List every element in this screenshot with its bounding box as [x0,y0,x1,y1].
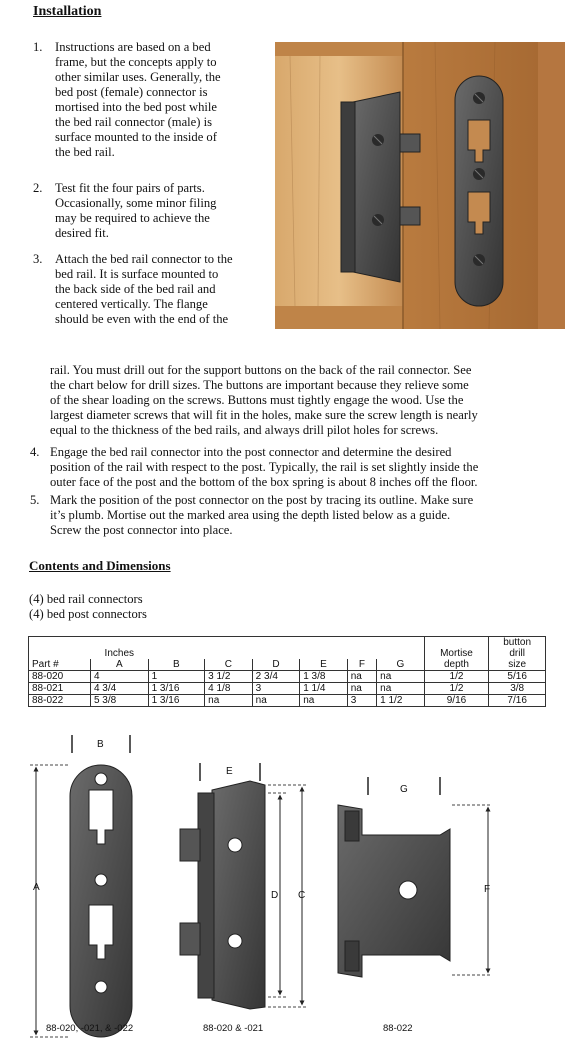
table-cell: 3 [252,683,300,695]
text-line: Occasionally, some minor filing [55,196,217,210]
text-line: the chart below for drill sizes. The buttons are important because they relieve some [50,378,469,392]
rail-connector-drawing [180,763,306,1009]
item-number: 1. [33,40,43,54]
text-line: should be even with the end of the [55,312,229,326]
text-line: Attach the bed rail connector to the [55,252,233,266]
table-cell: na [347,683,376,695]
contents-heading: Contents and Dimensions [29,558,171,573]
header-cell [205,637,253,649]
header-cell: G [377,659,425,671]
table-row [29,695,546,707]
text-line: the bed rail connector (male) is [55,115,213,129]
contents-list [29,592,147,622]
table-cell: 1 3/16 [148,683,205,695]
header-cell [29,637,91,649]
item-number: 4. [30,445,40,459]
text-line: bed rail. It is surface mounted to [55,267,219,281]
header-cell: Mortise [424,648,489,659]
table-cell: na [300,695,348,707]
table-cell: 5 3/8 [90,695,148,707]
dimensions-table [28,636,546,707]
post-connector [455,76,503,306]
header-cell: button [489,637,546,649]
table-cell: 3/8 [489,683,546,695]
header-cell [148,637,205,649]
header-cell [252,637,300,649]
hardware-photo [275,42,565,329]
table-cell: 3 [347,695,376,707]
caption-88-022: 88-022 [383,1023,413,1034]
dim-label-b: B [97,739,104,750]
text-line: rail. You must drill out for the support buttons on the back of the rail connector. See [50,363,472,377]
header-cell: C [205,659,253,671]
header-cell: drill [489,648,546,659]
header-cell: D [252,659,300,671]
table-row [29,683,546,695]
table-cell: 1 1/2 [377,695,425,707]
list-item: (4) bed rail connectors [29,592,143,606]
text-line: outer face of the post and the bottom of the box spring is about 8 inches off the floor. [50,475,478,489]
caption-rail-connector: 88-020 & -021 [203,1023,264,1034]
table-cell: 88-022 [29,695,91,707]
list-item-5 [30,493,565,538]
dim-label-f: F [484,884,491,895]
text-line: the bed rail. [55,145,115,159]
table-cell: na [252,695,300,707]
header-cell [424,637,489,649]
item-text [55,40,221,160]
header-cell: size [489,659,546,671]
header-cell: E [300,659,348,671]
text-line: may be required to achieve the [55,211,210,225]
text-line: Mark the position of the post connector on the post by tracing its outline. Make sure [50,493,474,507]
header-cell [300,648,348,659]
text-line: Engage the bed rail connector into the post connector and determine the desired [50,445,452,459]
list-item-4 [30,445,565,490]
table-cell: 1 3/8 [300,671,348,683]
table-cell: 1 [148,671,205,683]
header-cell: B [148,659,205,671]
table-cell: 88-021 [29,683,91,695]
header-cell: A [90,659,148,671]
text-line: desired fit. [55,226,109,240]
post-connector-drawing [30,735,132,1037]
table-header-row [29,637,546,649]
text-line: of the shear loading on the screws. Buttons must tightly engage the wood. Use the [50,393,464,407]
header-cell: Part # [29,659,91,671]
header-cell [347,637,376,649]
header-cell [377,648,425,659]
header-cell [29,648,91,659]
table-cell: 9/16 [424,695,489,707]
connector-88-022-drawing [338,777,492,977]
header-cell [347,648,376,659]
dim-label-g: G [400,784,408,795]
table-cell: 1 3/16 [148,695,205,707]
table-cell: 7/16 [489,695,546,707]
installation-heading: Installation [33,4,102,19]
table-cell: na [377,671,425,683]
dim-label-a: A [33,882,40,893]
table-header-row [29,659,546,671]
header-cell [377,637,425,649]
header-cell: F [347,659,376,671]
item-number: 2. [33,181,43,195]
text-line: bed post (female) connector is [55,85,208,99]
caption-post-connector: 88-020, -021, & -022 [46,1023,134,1034]
header-cell [148,648,205,659]
table-cell: 1 1/4 [300,683,348,695]
table-cell: 4 [90,671,148,683]
text-line: frame, but the concepts apply to [55,55,217,69]
table-cell: 1/2 [424,671,489,683]
table-cell: na [347,671,376,683]
table-row [29,671,546,683]
table-cell: 4 1/8 [205,683,253,695]
dim-label-c: C [298,890,306,901]
dim-label-d: D [271,890,279,901]
item-number: 3. [33,252,43,266]
header-cell: Inches [90,637,148,660]
text-line: other similar uses. Generally, the [55,70,221,84]
item-text [55,252,233,327]
table-cell: 3 1/2 [205,671,253,683]
item-text [55,181,216,241]
text-line: it’s plumb. Mortise out the marked area using the depth listed below as a guide. [50,508,451,522]
table-cell: 2 3/4 [252,671,300,683]
header-cell [300,637,348,649]
text-line: Instructions are based on a bed [55,40,211,54]
text-line: mortised into the bed post while [55,100,217,114]
table-cell: 4 3/4 [90,683,148,695]
dim-label-e: E [226,766,233,777]
header-cell: depth [424,659,489,671]
text-line: the back side of the bed rail and [55,282,216,296]
text-line: position of the rail with respect to the post. Typically, the rail is set slightly inside the [50,460,479,474]
list-item: (4) bed post connectors [29,607,147,621]
item-3-continuation [50,363,565,438]
text-line: surface mounted to the inside of [55,130,217,144]
table-cell: na [377,683,425,695]
text-line: Screw the post connector into place. [50,523,233,537]
text-line: centered vertically. The flange [55,297,208,311]
text-line: Test fit the four pairs of parts. [55,181,205,195]
table-cell: 5/16 [489,671,546,683]
text-line: equal to the thickness of the bed rails, and always drill pilot holes for screws. [50,423,439,437]
item-number: 5. [30,493,40,507]
table-cell: na [205,695,253,707]
table-cell: 1/2 [424,683,489,695]
table-cell: 88-020 [29,671,91,683]
header-cell [252,648,300,659]
text-line: largest diameter screws that will fit in the holes, make sure the screw length is nearly [50,408,478,422]
header-cell [205,648,253,659]
